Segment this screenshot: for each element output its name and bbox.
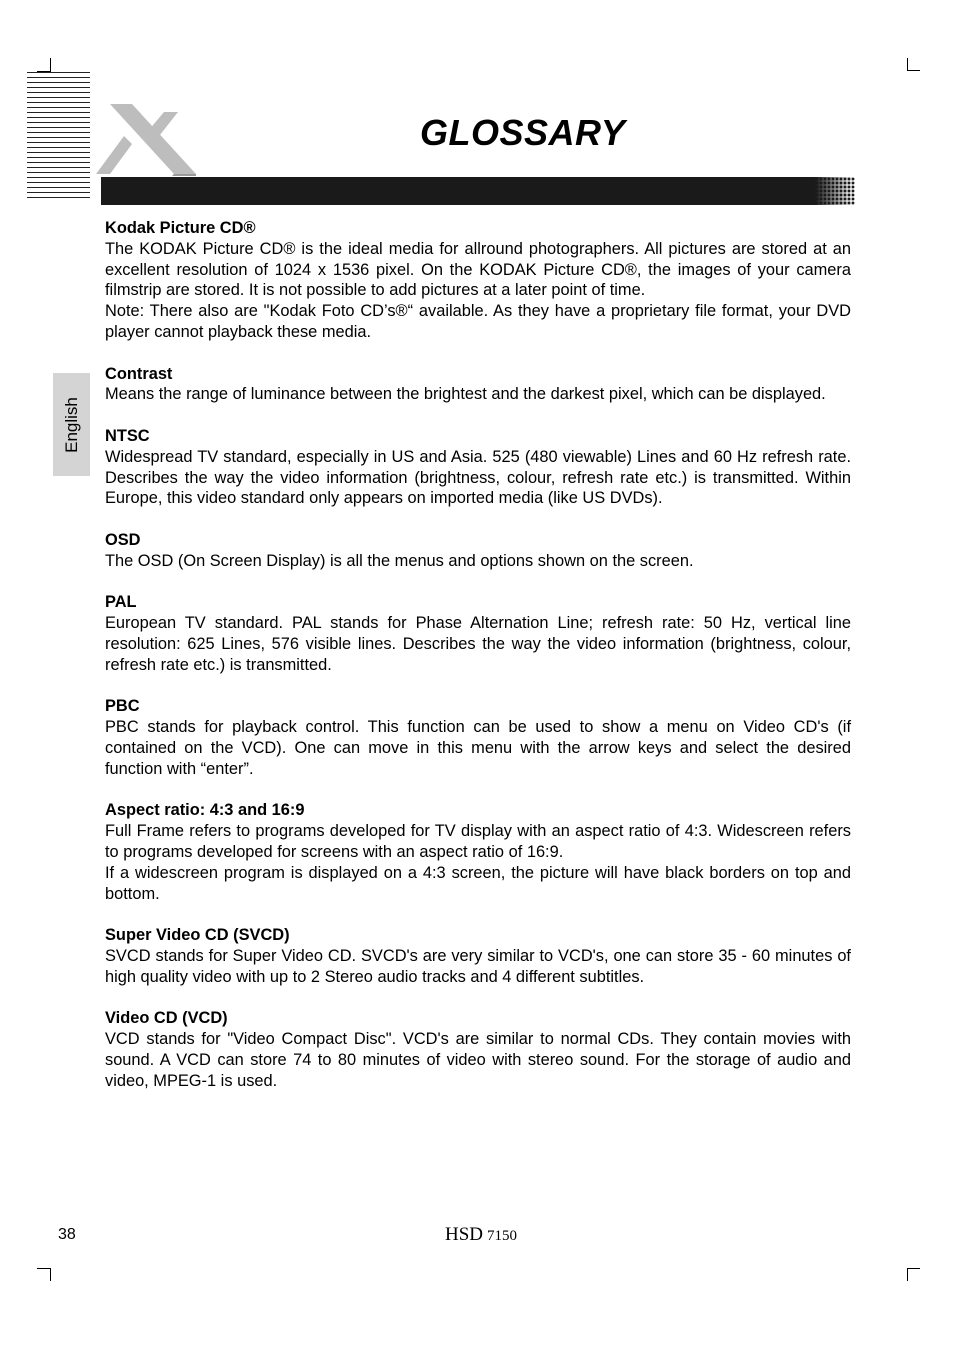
glossary-description: SVCD stands for Super Video CD. SVCD's are very similar to VCD's, one can store 35 - 60 minutes of high quality video with up to 2 Stereo audio tracks and 4 different subtitles.	[105, 946, 851, 986]
glossary-content	[105, 218, 851, 1112]
xoro-x-logo-icon	[92, 100, 204, 182]
model-prefix: HSD	[445, 1224, 484, 1245]
glossary-entry-vcd	[105, 1008, 851, 1091]
glossary-description: PBC stands for playback control. This function can be used to show a menu on Video CD's (if contained on the VCD). One can move in this menu with the arrow keys and select the desired function with “enter”.	[105, 718, 851, 778]
glossary-description: European TV standard. PAL stands for Phase Alternation Line; refresh rate: 50 Hz, vertical line resolution: 625 Lines, 576 visible lines. Describes the way the video information (brightness, colour, refresh rate etc.) is transmitted.	[105, 614, 851, 674]
crop-mark-bottom-right	[907, 1268, 920, 1269]
glossary-term: Super Video CD (SVCD)	[105, 926, 290, 945]
glossary-entry-osd	[105, 530, 851, 572]
crop-mark-top-right	[907, 70, 920, 71]
language-tab-label: English	[61, 396, 81, 453]
header-stripes	[27, 72, 90, 200]
page-title: GLOSSARY	[420, 112, 626, 153]
glossary-term: OSD	[105, 530, 141, 549]
glossary-term: NTSC	[105, 426, 150, 445]
crop-mark-bottom-left	[50, 1268, 51, 1281]
glossary-description: If a widescreen program is displayed on a 4:3 screen, the picture will have black borders on top and bottom.	[105, 863, 851, 903]
glossary-entry-pbc	[105, 696, 851, 779]
crop-mark-bottom-right	[907, 1268, 908, 1281]
glossary-description: Widespread TV standard, especially in US and Asia. 525 (480 viewable) Lines and 60 Hz refresh rate. Describes the way the video information (brightness, colour, refresh rate etc.) is transmitted. Within Europe, this video standard only appears on imported media (like US DVDs).	[105, 447, 851, 508]
crop-mark-top-left	[50, 58, 51, 72]
crop-mark-bottom-left	[37, 1268, 51, 1269]
glossary-term: Video CD (VCD)	[105, 1009, 228, 1028]
glossary-description: Full Frame refers to programs developed for TV display with an aspect ratio of 4:3. Widescreen refers to programs developed for screens with an aspect ratio of 16:9.	[105, 822, 851, 861]
glossary-term: PAL	[105, 593, 137, 612]
glossary-description: Means the range of luminance between the brightest and the darkest pixel, which can be displayed.	[105, 385, 826, 404]
glossary-description: The OSD (On Screen Display) is all the menus and options shown on the screen.	[105, 551, 694, 570]
glossary-description: Note: There also are "Kodak Foto CD’s®“ available. As they have a proprietary file format, your DVD player cannot playback these media.	[105, 302, 851, 341]
glossary-entry-contrast	[105, 364, 851, 406]
page-number: 38	[58, 1226, 76, 1243]
glossary-term: Kodak Picture CD®	[105, 219, 256, 237]
glossary-term: Contrast	[105, 364, 173, 383]
glossary-description: The KODAK Picture CD® is the ideal media for allround photographers. All pictures are stored at an excellent resolution of 1024 x 1536 pixel. On the KODAK Picture CD®, the images of your camera filmstrip are stored. It is not possible to add pictures at a later point of time.	[105, 239, 851, 300]
title-bar	[101, 177, 855, 205]
glossary-entry-pal	[105, 592, 851, 675]
glossary-entry-kodak-picture-cd	[105, 218, 851, 343]
glossary-description: VCD stands for "Video Compact Disc". VCD's are similar to normal CDs. They contain movies with sound. A VCD can store 74 to 80 minutes of video with stereo sound. For the storage of audio and video, MPEG-1 is used.	[105, 1030, 851, 1090]
model-number: 7150	[487, 1228, 518, 1244]
glossary-entry-svcd	[105, 925, 851, 987]
language-tab	[53, 373, 90, 476]
glossary-term: PBC	[105, 697, 140, 716]
model-name	[445, 1224, 517, 1246]
glossary-entry-ntsc	[105, 426, 851, 509]
glossary-term: Aspect ratio: 4:3 and 16:9	[105, 801, 305, 820]
title-bar-dot-pattern	[815, 177, 855, 205]
glossary-entry-aspect-ratio	[105, 800, 851, 904]
